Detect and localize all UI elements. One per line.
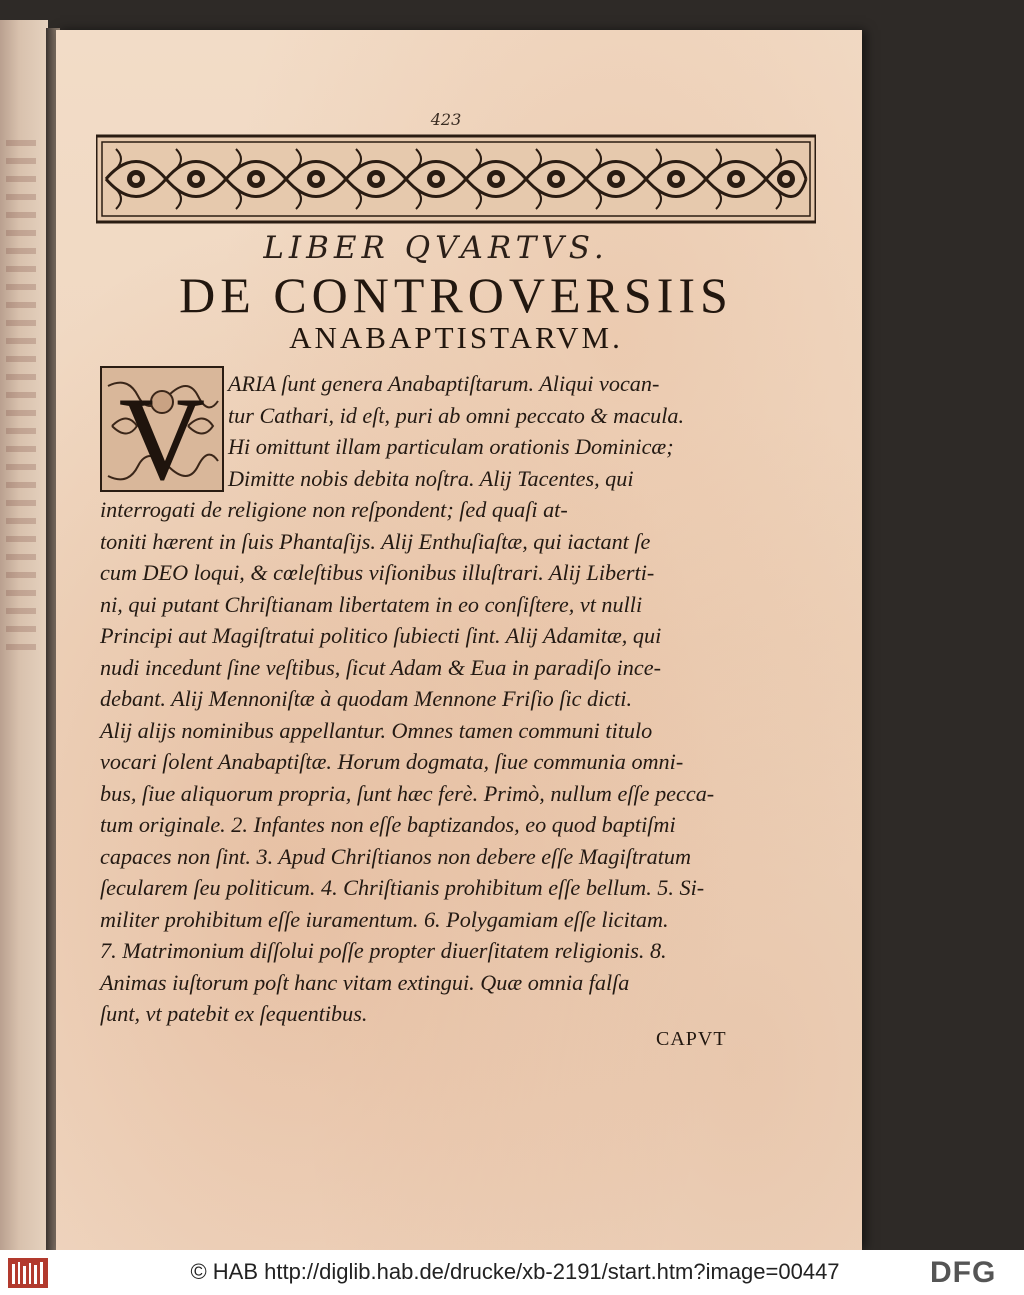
- initial-letter: V: [119, 373, 205, 492]
- text-line: debant. Alij Mennoniſtæ à quodam Mennone Friſio ſic dicti.: [100, 686, 633, 711]
- text-line: ſecularem ſeu politicum. 4. Chriſtianis prohibitum eſſe bellum. 5. Si-: [100, 875, 705, 900]
- text-line: tur Cathari, id eſt, puri ab omni peccato & macula.: [228, 402, 685, 428]
- catchword: CAPVT: [656, 1028, 727, 1050]
- text-line: vocari ſolent Anabaptiſtæ. Horum dogmata, ſiue communia omni-: [100, 749, 684, 774]
- text-line: cum DEO loqui, & cœleſtibus viſionibus illuſtrari. Alij Liberti-: [100, 560, 655, 585]
- text-line: militer prohibitum eſſe iuramentum. 6. Polygamiam eſſe licitam.: [100, 906, 669, 932]
- ornamental-headpiece: [96, 134, 816, 224]
- text-line: Alij alijs nominibus appellantur. Omnes tamen communi titulo: [100, 717, 653, 743]
- text-line: toniti hærent in ſuis Phantaſijs. Alij Enthuſiaſtæ, qui iactant ſe: [100, 528, 651, 554]
- text-line: ARIA ſunt genera Anabaptiſtarum. Aliqui vocan-: [228, 371, 660, 396]
- text-line: Animas iuſtorum poſt hanc vitam extingui. Quæ omnia falſa: [100, 969, 630, 995]
- facing-page-edge: [0, 20, 48, 1250]
- text-line: 7. Matrimonium diſſolui poſſe propter diuerſitatem religionis. 8.: [100, 938, 667, 963]
- body-text: [100, 368, 810, 1030]
- text-line: Principi aut Magiſtratui politico ſubiecti ſint. Alij Adamitæ, qui: [100, 623, 662, 648]
- text-line: Hi omittunt illam particulam orationis Dominicæ;: [228, 434, 674, 459]
- text-line: nudi incedunt ſine veſtibus, ſicut Adam & Eua in paradiſo ince-: [100, 654, 661, 680]
- text-line: tum originale. 2. Infantes non eſſe baptizandos, eo quod baptiſmi: [100, 812, 676, 837]
- copyright-link[interactable]: © HAB http://diglib.hab.de/drucke/xb-2191/start.htm?image=00447: [190, 1259, 840, 1284]
- library-logo-icon: [8, 1258, 48, 1288]
- book-page: [56, 30, 862, 1250]
- page-number: 423: [430, 110, 462, 129]
- chapter-subtitle: ANABAPTISTARVM.: [289, 320, 623, 355]
- text-line: Dimitte nobis debita noſtra. Alij Tacentes, qui: [228, 465, 634, 491]
- dfg-logo: DFG: [930, 1256, 997, 1289]
- text-line: ni, qui putant Chriſtianam libertatem in eo conſiſtere, vt nulli: [100, 591, 643, 617]
- text-line: capaces non ſint. 3. Apud Chriſtianos non debere eſſe Magiſtratum: [100, 843, 691, 869]
- footer-bar: [0, 1250, 1024, 1295]
- text-line: interrogati de religione non reſpondent; ſed quaſi at-: [100, 497, 568, 522]
- chapter-title: DE CONTROVERSIIS: [179, 267, 733, 323]
- text-line: ſunt, vt patebit ex ſequentibus.: [100, 1001, 368, 1026]
- book-heading: LIBER QVARTVS.: [263, 230, 609, 266]
- text-line: bus, ſiue aliquorum propria, ſunt hæc ferè. Primò, nullum eſſe pecca-: [100, 780, 715, 806]
